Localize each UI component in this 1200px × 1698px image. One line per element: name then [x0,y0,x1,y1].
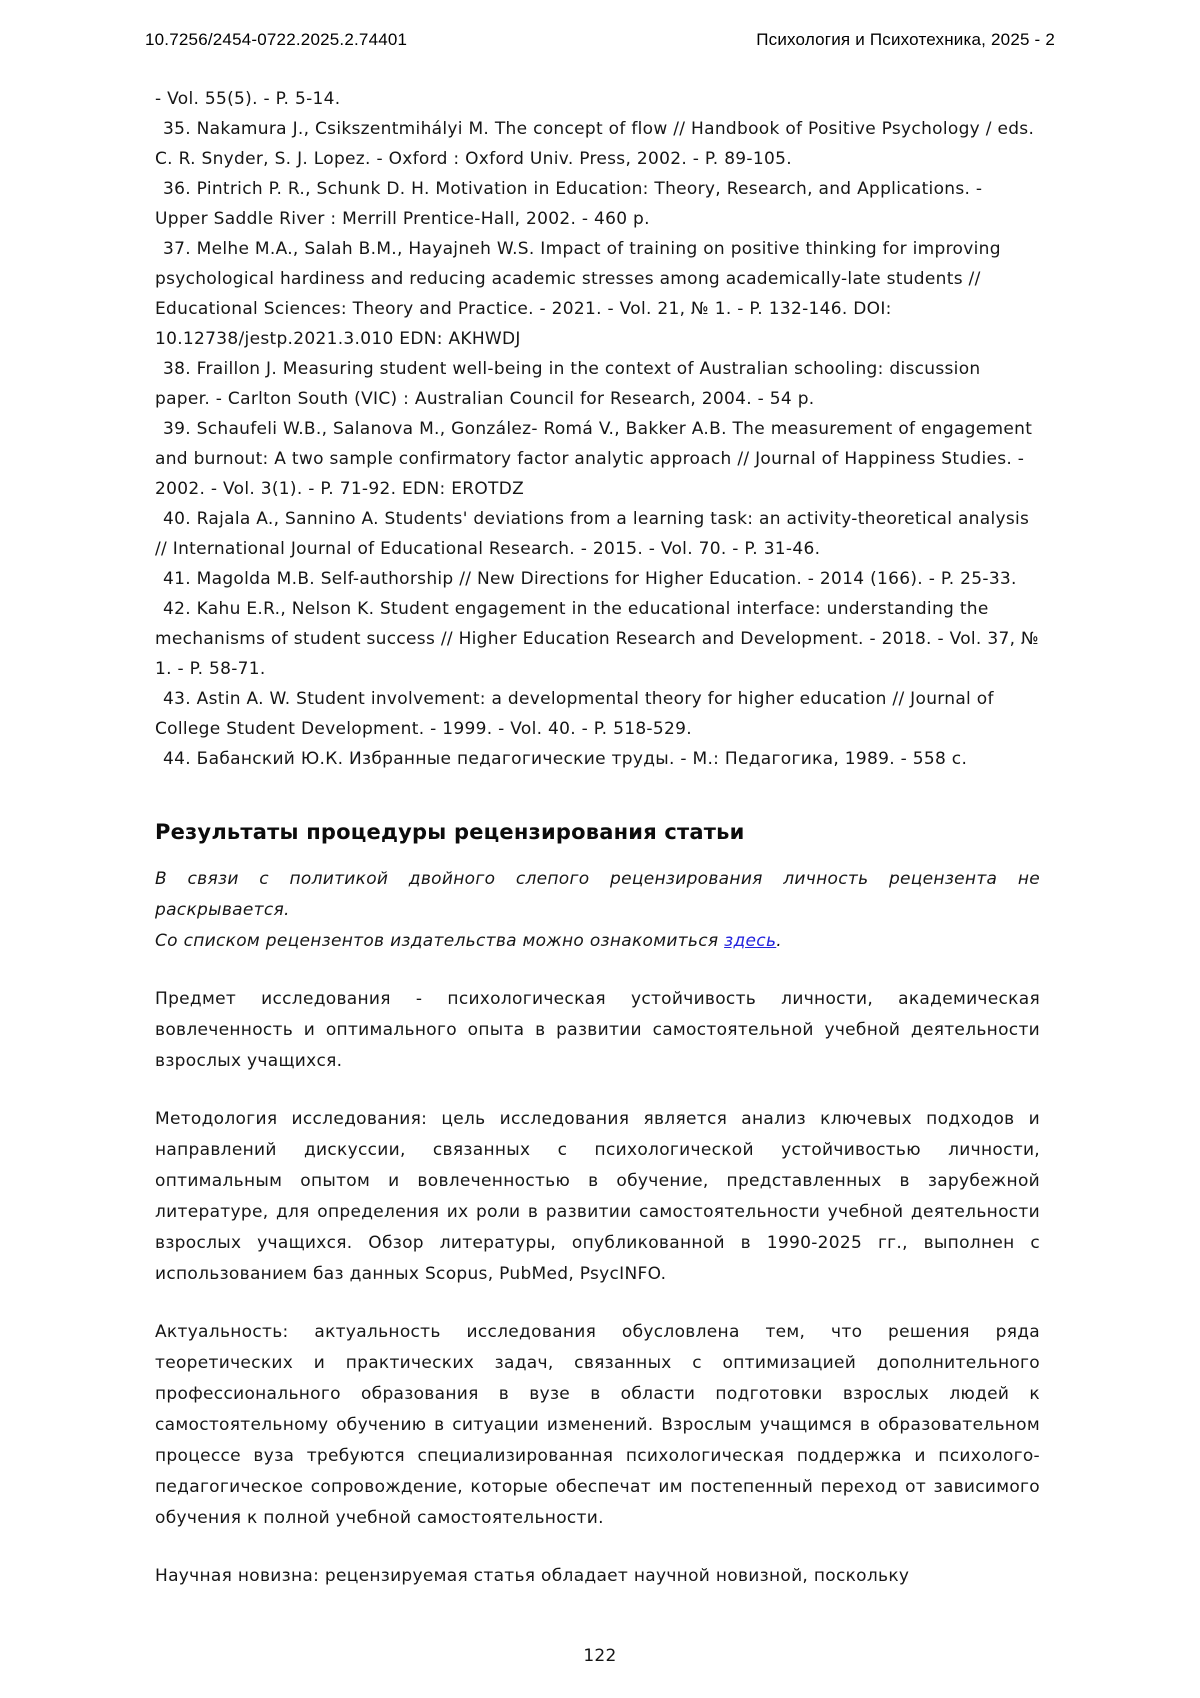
review-paragraph-subject: Предмет исследования - психологическая устойчивость личности, академическая вовлеченность и оптимального опыта в развитии самостоятельной учебной деятельности взрослых учащихся. [155,989,1040,1071]
page-footer [0,1646,1200,1666]
reference-item-36: 36. Pintrich P. R., Schunk D. H. Motivation in Education: Theory, Research, and Applications. - Upper Saddle River : Merrill Prentice-Hall, 2002. - 460 p. [155,179,983,229]
reference-item-40: 40. Rajala A., Sannino A. Students' deviations from a learning task: an activity-theoretical analysis // International Journal of Educational Research. - 2015. - Vol. 70. - P. 31-46. [155,509,1030,559]
review-paragraph-novelty: Научная новизна: рецензируемая статья обладает научной новизной, поскольку [155,1566,910,1586]
reference-list [155,84,1040,774]
reviewer-list-period: . [776,931,782,951]
review-paragraph-methodology: Методология исследования: цель исследования является анализ ключевых подходов и направлений дискуссии, связанных с психологической устойчивостью личности, оптимальным опытом и вовлеченностью в обучение, представленных в зарубежной литературе, для определения их роли в развитии самостоятельности учебной деятельности взрослых учащихся. Обзор литературы, опубликованной в 1990-2025 гг., выполнен с использованием баз данных Scopus, PubMed, PsycINFO. [155,1109,1040,1284]
page-header [0,0,1200,50]
reference-item-43: 43. Astin A. W. Student involvement: a developmental theory for higher education // Journal of College Student Development. - 1999. - Vol. 40. - P. 518-529. [155,689,994,739]
page-content [0,84,1200,1592]
reference-item-44: 44. Бабанский Ю.К. Избранные педагогические труды. - М.: Педагогика, 1989. - 558 с. [163,749,968,769]
reference-item-38: 38. Fraillon J. Measuring student well-being in the context of Australian schooling: discussion paper. - Carlton South (VIC) : Australian Council for Research, 2004. - 54 p. [155,359,981,409]
reviewers-link[interactable]: здесь [724,931,777,951]
reference-item-41: 41. Magolda M.B. Self-authorship // New Directions for Higher Education. - 2014 (166). - P. 25-33. [163,569,1017,589]
reference-item-42: 42. Kahu E.R., Nelson K. Student engagement in the educational interface: understanding the mechanisms of student success // Higher Education Research and Development. - 2018. - Vol. 37, № 1. - P. 58-71. [155,599,1039,679]
doi-text: 10.7256/2454-0722.2025.2.74401 [145,30,408,49]
review-paragraph-relevance: Актуальность: актуальность исследования обусловлена тем, что решения ряда теоретических и практических задач, связанных с оптимизацией дополнительного профессионального образования в вузе в области подготовки взрослых людей к самостоятельному обучению в ситуации изменений. Взрослым учащимся в образовательном процессе вуза требуются специализированная психологическая поддержка и психолого-педагогическое сопровождение, которые обеспечат им постепенный переход от зависимого обучения к полной учебной самостоятельности. [155,1322,1040,1528]
review-results-heading: Результаты процедуры рецензирования статьи [155,820,745,844]
reviewer-list-line [155,926,1040,957]
reference-item-37: 37. Melhe M.A., Salah B.M., Hayajneh W.S. Impact of training on positive thinking for improving psychological hardiness and reducing academic stresses among academically-late students // Educational Sciences: Theory and Practice. - 2021. - Vol. 21, № 1. - P. 132-146. DOI: 10.12738/jestp.2021.3.010 EDN: AKHWDJ [155,239,1001,349]
page-number: 122 [583,1646,617,1666]
journal-title: Психология и Психотехника, 2025 - 2 [756,30,1055,49]
reference-continuation: - Vol. 55(5). - P. 5-14. [155,89,341,109]
reviewer-list-text: Со списком рецензентов издательства можно ознакомиться [155,931,725,951]
reference-item-39: 39. Schaufeli W.B., Salanova M., González- Romá V., Bakker A.B. The measurement of engagement and burnout: A two sample confirmatory factor analytic approach // Journal of Happiness Studies. - 2002. - Vol. 3(1). - P. 71-92. EDN: EROTDZ [155,419,1033,499]
reference-item-35: 35. Nakamura J., Csikszentmihályi M. The concept of flow // Handbook of Positive Psychology / eds. C. R. Snyder, S. J. Lopez. - Oxford : Oxford Univ. Press, 2002. - P. 89-105. [155,119,1035,169]
review-policy-text: В связи с политикой двойного слепого рецензирования личность рецензента не раскрывается. [155,869,1040,920]
